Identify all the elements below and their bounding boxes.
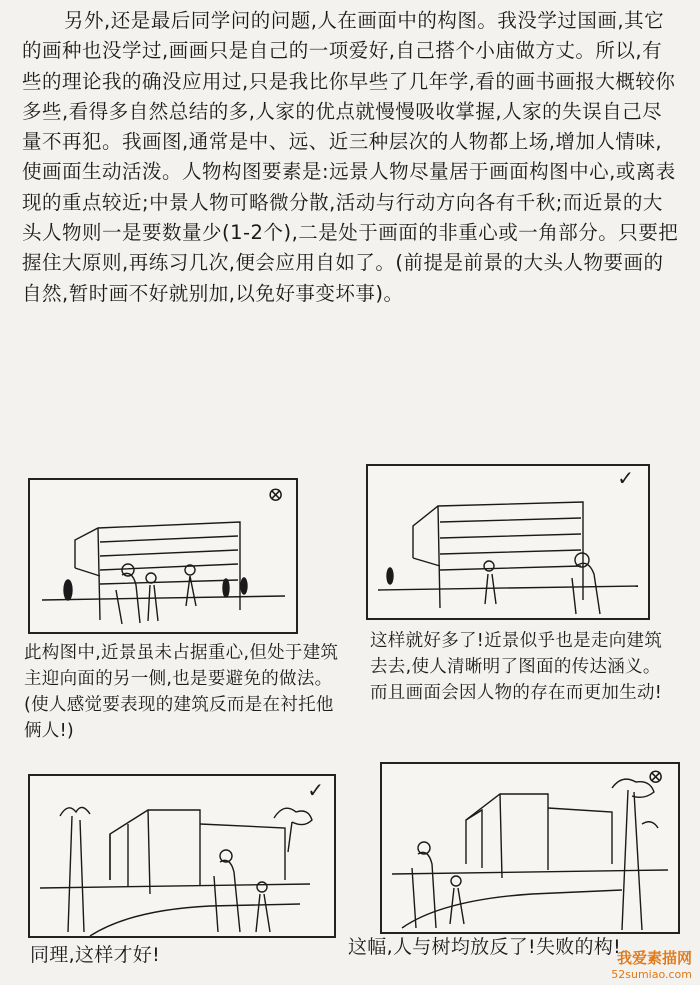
watermark-url: 52sumiao.com	[611, 968, 692, 981]
caption-d: 这幅,人与树均放反了!失败的构!	[348, 936, 622, 958]
sketch-c-drawing	[30, 776, 334, 936]
sketch-a-drawing	[30, 480, 296, 632]
sketch-b-frame	[366, 464, 650, 620]
intro-paragraph: 另外,还是最后同学问的问题,人在画面中的构图。我没学过国画,其它的画种也没学过,画画只是自己的一项爱好,自己搭个小庙做方丈。所以,有些的理论我的确没应用过,只是我比你早些了几年学,看的画书画报大概较你多些,看得多自然总结的多,人家的优点就慢慢吸收掌握,人家的失误自己尽量不再犯。我画图,通常是中、远、近三种层次的人物都上场,增加人情味,使画面生动活泼。人物构图要素是:远景人物尽量居于画面构图中心,或离表现的重点较近;中景人物可略微分散,活动与行动方向各有千秋;而近景的大头人物则一是要数量少(1-2个),二是处于画面的非重心或一角部分。只要把握住大原则,再练习几次,便会应用自如了。(前提是前景的大头人物要画的自然,暂时画不好就别加,以免好事变坏事)。	[22, 9, 679, 305]
wrong-mark-icon: ⊗	[647, 764, 664, 788]
caption-a: 此构图中,近景虽未占据重心,但处于建筑主迎向面的另一侧,也是要避免的做法。(使人感觉要表现的建筑反而是在衬托他俩人!)	[24, 643, 339, 741]
correct-mark-icon: ✓	[617, 466, 634, 490]
caption-c: 同理,这样才好!	[30, 944, 161, 966]
sketch-b-drawing	[368, 466, 648, 618]
watermark-name: 我爱素描网	[616, 949, 692, 967]
correct-mark-icon: ✓	[307, 778, 324, 802]
sketch-d-frame	[380, 762, 680, 934]
wrong-mark-icon: ⊗	[267, 482, 284, 506]
caption-b: 这样就好多了!近景似乎也是走向建筑去去,使人清晰明了图面的传达涵义。而且画面会因人物的存在而更加生动!	[370, 631, 663, 703]
site-watermark	[611, 947, 692, 981]
sketch-c-frame	[28, 774, 336, 938]
sketch-a-frame	[28, 478, 298, 634]
sketch-d-drawing	[382, 764, 678, 932]
